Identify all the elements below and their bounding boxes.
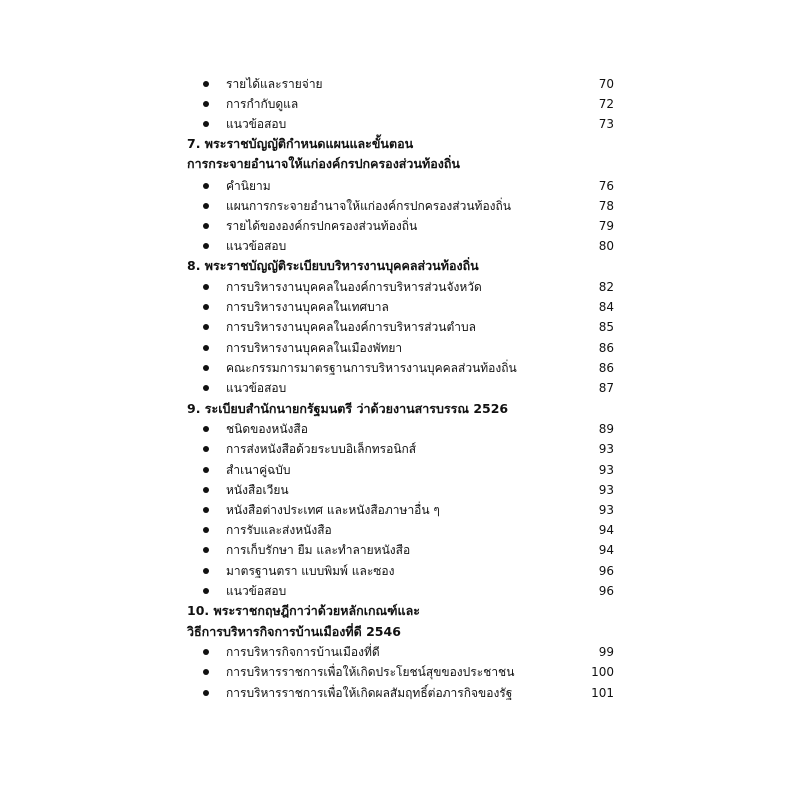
- toc-item-text: รายได้ขององค์กรปกครองส่วนท้องถิ่น: [226, 219, 418, 233]
- toc-page-number: 94: [598, 543, 614, 557]
- toc-item-text: แนวข้อสอบ: [226, 239, 287, 253]
- bullet-icon: [203, 507, 209, 513]
- toc-page-number: 100: [591, 665, 614, 679]
- toc-page-number: 72: [598, 97, 614, 111]
- toc-item: [0, 378, 800, 398]
- toc-item: [0, 74, 800, 94]
- bullet-icon: [203, 183, 209, 189]
- toc-page-number: 96: [598, 584, 614, 598]
- toc-item: [0, 683, 800, 703]
- toc-item: [0, 176, 800, 196]
- bullet-icon: [203, 324, 209, 330]
- toc-item-text: การบริหารงานบุคคลในเมืองพัทยา: [226, 341, 403, 355]
- bullet-icon: [203, 385, 209, 391]
- toc-item: [0, 114, 800, 134]
- toc-item-text: หนังสือเวียน: [226, 483, 289, 497]
- toc-heading-text: การกระจายอำนาจให้แก่องค์กรปกครองส่วนท้องถิ่น: [187, 156, 460, 171]
- toc-section-heading: [0, 399, 800, 419]
- bullet-icon: [203, 527, 209, 533]
- toc-heading-text: 7. พระราชบัญญัติกำหนดแผนและขั้นตอน: [187, 136, 414, 151]
- toc-item: [0, 642, 800, 662]
- toc-page-number: 89: [598, 422, 614, 436]
- toc-item-text: หนังสือต่างประเทศ และหนังสือภาษาอื่น ๆ: [226, 503, 440, 517]
- bullet-icon: [203, 365, 209, 371]
- toc-page-number: 84: [598, 300, 614, 314]
- toc-item-text: การบริหารงานบุคคลในองค์การบริหารส่วนจังหวัด: [226, 280, 482, 294]
- bullet-icon: [203, 101, 209, 107]
- toc-item: [0, 358, 800, 378]
- toc-item-text: รายได้และรายจ่าย: [226, 77, 323, 91]
- toc-item-text: การบริหารราชการเพื่อให้เกิดผลสัมฤทธิ์ต่อภารกิจของรัฐ: [226, 686, 513, 700]
- toc-page-number: 93: [598, 503, 614, 517]
- toc-heading-text: วิธีการบริหารกิจการบ้านเมืองที่ดี 2546: [187, 624, 401, 639]
- toc-item-text: สำเนาคู่ฉบับ: [226, 463, 291, 477]
- bullet-icon: [203, 690, 209, 696]
- toc-section-heading: [0, 154, 800, 174]
- toc-page-number: 93: [598, 442, 614, 456]
- bullet-icon: [203, 284, 209, 290]
- toc-item: [0, 561, 800, 581]
- toc-item: [0, 236, 800, 256]
- toc-section-heading: [0, 256, 800, 276]
- toc-page-number: 76: [598, 179, 614, 193]
- bullet-icon: [203, 547, 209, 553]
- toc-item-text: การบริหารกิจการบ้านเมืองที่ดี: [226, 645, 380, 659]
- toc-item: [0, 196, 800, 216]
- toc-section-heading: [0, 134, 800, 154]
- toc-item: [0, 540, 800, 560]
- toc-page-number: 96: [598, 564, 614, 578]
- toc-item-text: แผนการกระจายอำนาจให้แก่องค์กรปกครองส่วนท้องถิ่น: [226, 199, 511, 213]
- toc-page-number: 86: [598, 341, 614, 355]
- toc-item: [0, 297, 800, 317]
- toc-page-number: 70: [598, 77, 614, 91]
- bullet-icon: [203, 223, 209, 229]
- toc-page-number: 78: [598, 199, 614, 213]
- bullet-icon: [203, 203, 209, 209]
- toc-item-text: การส่งหนังสือด้วยระบบอิเล็กทรอนิกส์: [226, 442, 417, 456]
- toc-item: [0, 94, 800, 114]
- toc-item: [0, 581, 800, 601]
- toc-item: [0, 520, 800, 540]
- toc-page-number: 73: [598, 117, 614, 131]
- bullet-icon: [203, 426, 209, 432]
- toc-item: [0, 338, 800, 358]
- toc-item-text: การรับและส่งหนังสือ: [226, 523, 332, 537]
- toc-item-text: ชนิดของหนังสือ: [226, 422, 308, 436]
- toc-page-number: 94: [598, 523, 614, 537]
- bullet-icon: [203, 81, 209, 87]
- toc-item: [0, 317, 800, 337]
- bullet-icon: [203, 345, 209, 351]
- bullet-icon: [203, 121, 209, 127]
- bullet-icon: [203, 467, 209, 473]
- bullet-icon: [203, 568, 209, 574]
- toc-item: [0, 460, 800, 480]
- toc-item-text: การกำกับดูแล: [226, 97, 299, 111]
- toc-item-text: แนวข้อสอบ: [226, 117, 287, 131]
- toc-item-text: การบริหารงานบุคคลในเทศบาล: [226, 300, 389, 314]
- toc-item: [0, 439, 800, 459]
- toc-page-number: 87: [598, 381, 614, 395]
- toc-item-text: มาตรฐานตรา แบบพิมพ์ และซอง: [226, 564, 395, 578]
- toc-item-text: แนวข้อสอบ: [226, 381, 287, 395]
- toc-page-number: 86: [598, 361, 614, 375]
- toc-item: [0, 662, 800, 682]
- bullet-icon: [203, 243, 209, 249]
- bullet-icon: [203, 304, 209, 310]
- bullet-icon: [203, 487, 209, 493]
- toc-item-text: คำนิยาม: [226, 179, 271, 193]
- bullet-icon: [203, 669, 209, 675]
- toc-item: [0, 419, 800, 439]
- bullet-icon: [203, 649, 209, 655]
- toc-item: [0, 480, 800, 500]
- toc-page-number: 101: [591, 686, 614, 700]
- toc-section-heading: [0, 601, 800, 621]
- toc-item: [0, 216, 800, 236]
- bullet-icon: [203, 446, 209, 452]
- toc-item-text: คณะกรรมการมาตรฐานการบริหารงานบุคคลส่วนท้องถิ่น: [226, 361, 517, 375]
- toc-page-number: 82: [598, 280, 614, 294]
- toc-page-number: 80: [598, 239, 614, 253]
- toc-heading-text: 8. พระราชบัญญัติระเบียบบริหารงานบุคคลส่วนท้องถิ่น: [187, 258, 479, 273]
- toc-item-text: การบริหารราชการเพื่อให้เกิดประโยชน์สุขของประชาชน: [226, 665, 515, 679]
- toc-item-text: การบริหารงานบุคคลในองค์การบริหารส่วนตำบล: [226, 320, 476, 334]
- toc-page-number: 99: [598, 645, 614, 659]
- toc-item: [0, 277, 800, 297]
- toc-page-number: 93: [598, 463, 614, 477]
- toc-item: [0, 500, 800, 520]
- toc-page-number: 79: [598, 219, 614, 233]
- toc-heading-text: 10. พระราชกฤษฎีกาว่าด้วยหลักเกณฑ์และ: [187, 603, 420, 618]
- toc-item-text: การเก็บรักษา ยืม และทำลายหนังสือ: [226, 543, 411, 557]
- toc-section-heading: [0, 622, 800, 642]
- bullet-icon: [203, 588, 209, 594]
- toc-item-text: แนวข้อสอบ: [226, 584, 287, 598]
- toc-heading-text: 9. ระเบียบสำนักนายกรัฐมนตรี ว่าด้วยงานสารบรรณ 2526: [187, 401, 509, 416]
- toc-page-number: 85: [598, 320, 614, 334]
- toc-page-number: 93: [598, 483, 614, 497]
